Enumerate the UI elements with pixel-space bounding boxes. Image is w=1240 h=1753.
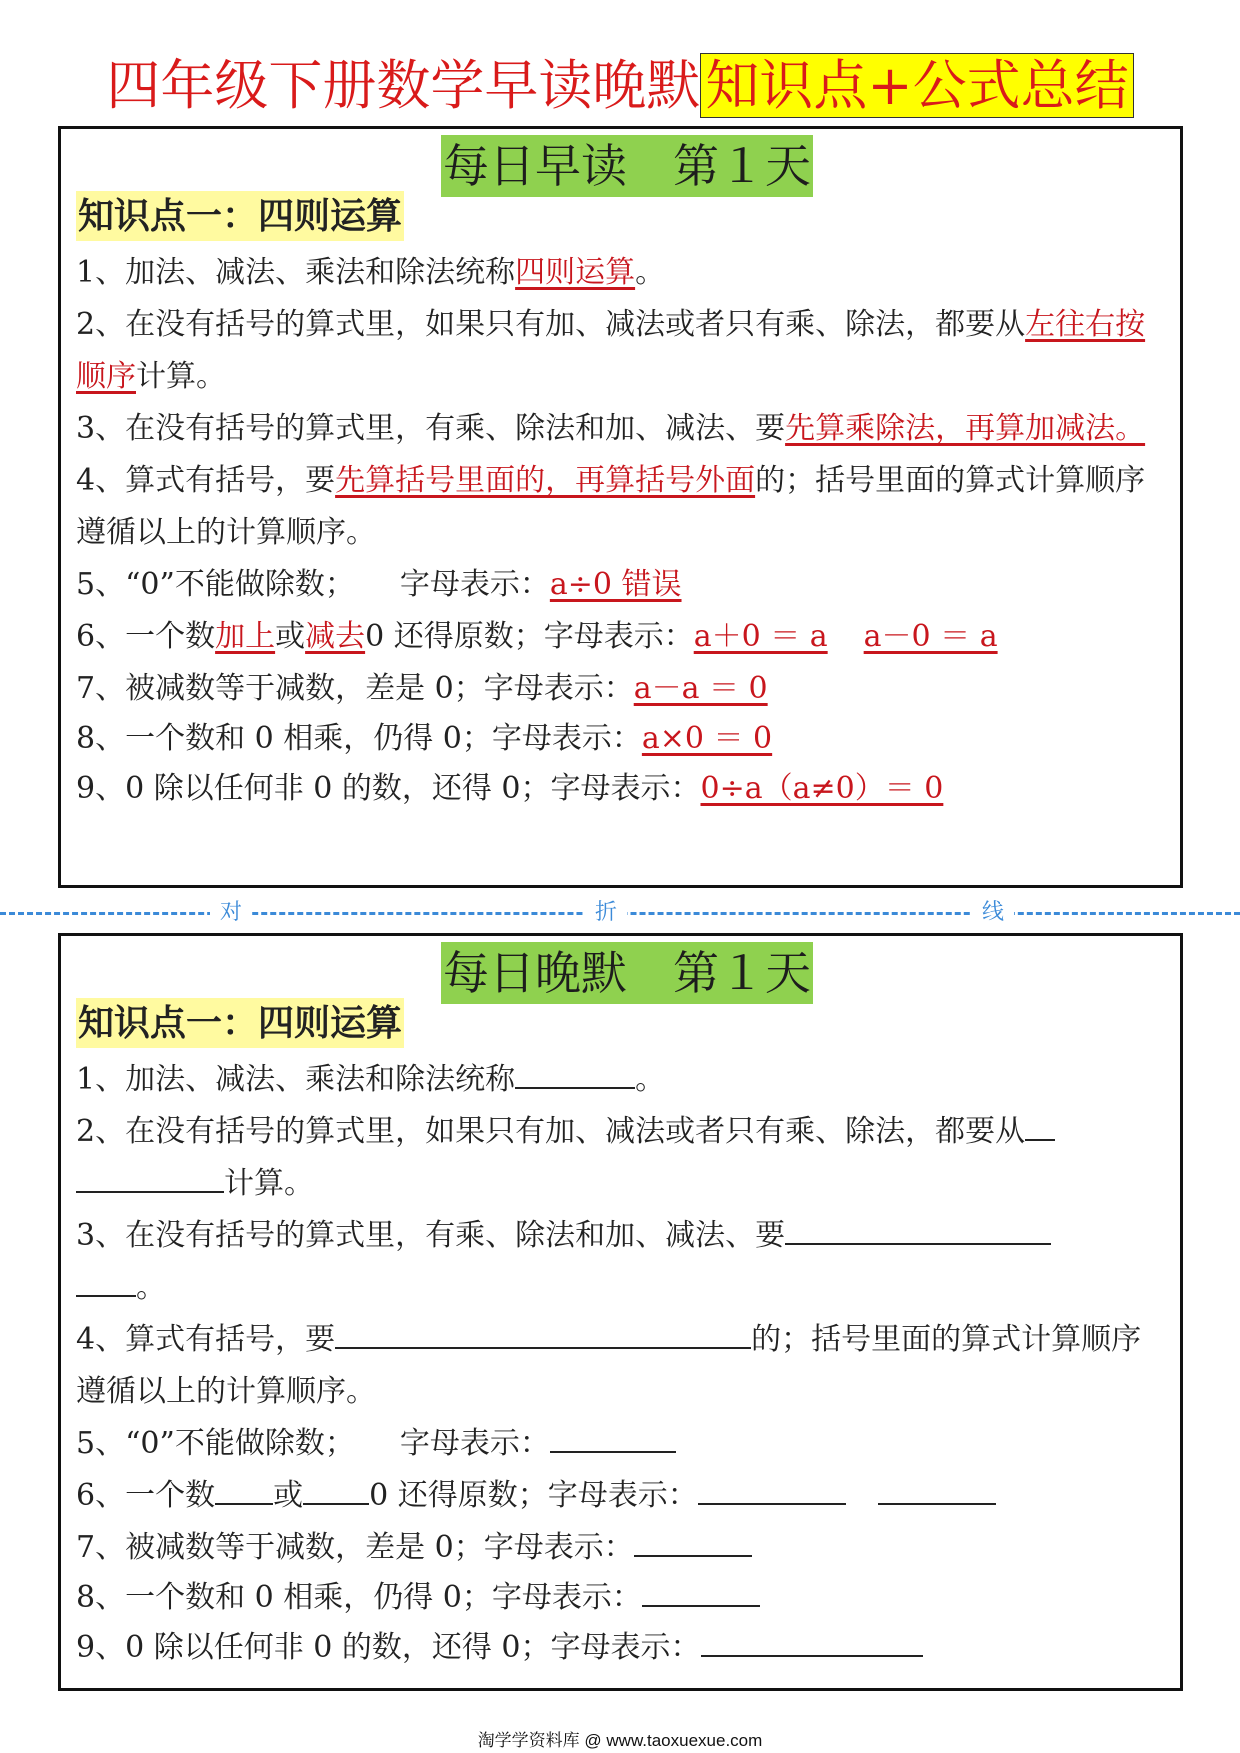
list-item: 6、一个数 或 0 还得原数；字母表示： <box>76 1470 1166 1522</box>
list-item: 2、在没有括号的算式里，如果只有加、减法或者只有乘、除法，都要从左往右按顺序计算。 <box>76 307 1146 394</box>
list-item: 5、“0”不能做除数； 字母表示：a÷0 错误 <box>76 567 682 602</box>
answer-blank[interactable] <box>335 1317 751 1349</box>
list-item: 9、0 除以任何非 0 的数，还得 0；字母表示： <box>76 1622 1166 1674</box>
fold-label: 对 <box>210 898 252 928</box>
fold-line <box>0 898 1240 928</box>
answer-text: a－a ＝ 0 <box>633 671 768 706</box>
morning-reading-panel <box>58 126 1183 888</box>
title-main: 四年级下册数学早读晚默 <box>106 54 701 117</box>
list-item: 2、在没有括号的算式里，如果只有加、减法或者只有乘、除法，都要从 计算。 <box>76 1106 1166 1210</box>
answer-text: 0÷a（a≠0）＝ 0 <box>700 771 944 806</box>
page-title <box>0 52 1240 120</box>
morning-reading-heading: 每日早读 第１天 <box>441 135 813 197</box>
list-item: 1、加法、减法、乘法和除法统称四则运算。 <box>76 255 666 290</box>
answer-blank[interactable] <box>515 1057 635 1089</box>
answer-text: a－0 ＝ a <box>863 619 998 654</box>
answer-blank[interactable] <box>785 1213 1051 1245</box>
answer-blank[interactable] <box>303 1473 369 1505</box>
list-item: 9、0 除以任何非 0 的数，还得 0；字母表示：0÷a（a≠0）＝ 0 <box>76 771 944 806</box>
fold-label: 折 <box>585 898 627 928</box>
title-highlight: 知识点+公式总结 <box>700 53 1133 118</box>
knowledge-list <box>76 247 1166 815</box>
list-item: 4、算式有括号，要 的；括号里面的算式计算顺序遵循以上的计算顺序。 <box>76 1314 1166 1418</box>
answer-blank[interactable] <box>878 1473 996 1505</box>
answer-text: 先算括号里面的，再算括号外面 <box>335 463 756 498</box>
answer-blank[interactable] <box>634 1525 752 1557</box>
answer-text: 加上 <box>215 619 276 654</box>
list-item: 8、一个数和 0 相乘，仍得 0；字母表示： <box>76 1574 1166 1622</box>
list-item: 8、一个数和 0 相乘，仍得 0；字母表示：a×0 ＝ 0 <box>76 721 773 756</box>
evening-recite-heading: 每日晚默 第１天 <box>441 942 813 1004</box>
answer-blank[interactable] <box>642 1575 760 1607</box>
answer-text: a÷0 错误 <box>549 567 682 602</box>
answer-text: a＋0 ＝ a <box>693 619 828 654</box>
answer-text: 先算乘除法，再算加减法。 <box>785 411 1146 446</box>
answer-text: 减去 <box>305 619 366 654</box>
list-item: 1、加法、减法、乘法和除法统称 。 <box>76 1054 1166 1106</box>
answer-blank[interactable] <box>701 1625 923 1657</box>
answer-blank[interactable] <box>1025 1109 1055 1141</box>
knowledge-point-heading: 知识点一：四则运算 <box>76 191 404 241</box>
evening-recite-panel <box>58 933 1183 1691</box>
answer-text: 左往右按顺序 <box>76 307 1146 394</box>
answer-blank[interactable] <box>550 1421 676 1453</box>
list-item: 6、一个数加上或减去0 还得原数；字母表示：a＋0 ＝ a a－0 ＝ a <box>76 619 998 654</box>
list-item: 5、“0”不能做除数； 字母表示： <box>76 1418 1166 1470</box>
footer-watermark: 淘学学资料库 @ www.taoxuexue.com <box>477 1731 763 1750</box>
fill-in-list <box>76 1054 1166 1674</box>
fold-label: 线 <box>972 898 1014 928</box>
list-item: 7、被减数等于减数，差是 0；字母表示：a－a ＝ 0 <box>76 671 768 706</box>
knowledge-point-heading: 知识点一：四则运算 <box>76 998 404 1048</box>
answer-blank[interactable] <box>76 1161 224 1193</box>
list-item: 4、算式有括号，要先算括号里面的，再算括号外面的；括号里面的算式计算顺序遵循以上的计算顺序。 <box>76 463 1146 550</box>
list-item: 3、在没有括号的算式里，有乘、除法和加、减法、要先算乘除法，再算加减法。 <box>76 411 1146 446</box>
list-item: 3、在没有括号的算式里，有乘、除法和加、减法、要 。 <box>76 1210 1166 1314</box>
answer-blank[interactable] <box>76 1265 136 1297</box>
list-item: 7、被减数等于减数，差是 0；字母表示： <box>76 1522 1166 1574</box>
answer-text: 四则运算 <box>515 255 636 290</box>
answer-blank[interactable] <box>698 1473 846 1505</box>
answer-text: a×0 ＝ 0 <box>641 721 773 756</box>
answer-blank[interactable] <box>215 1473 273 1505</box>
